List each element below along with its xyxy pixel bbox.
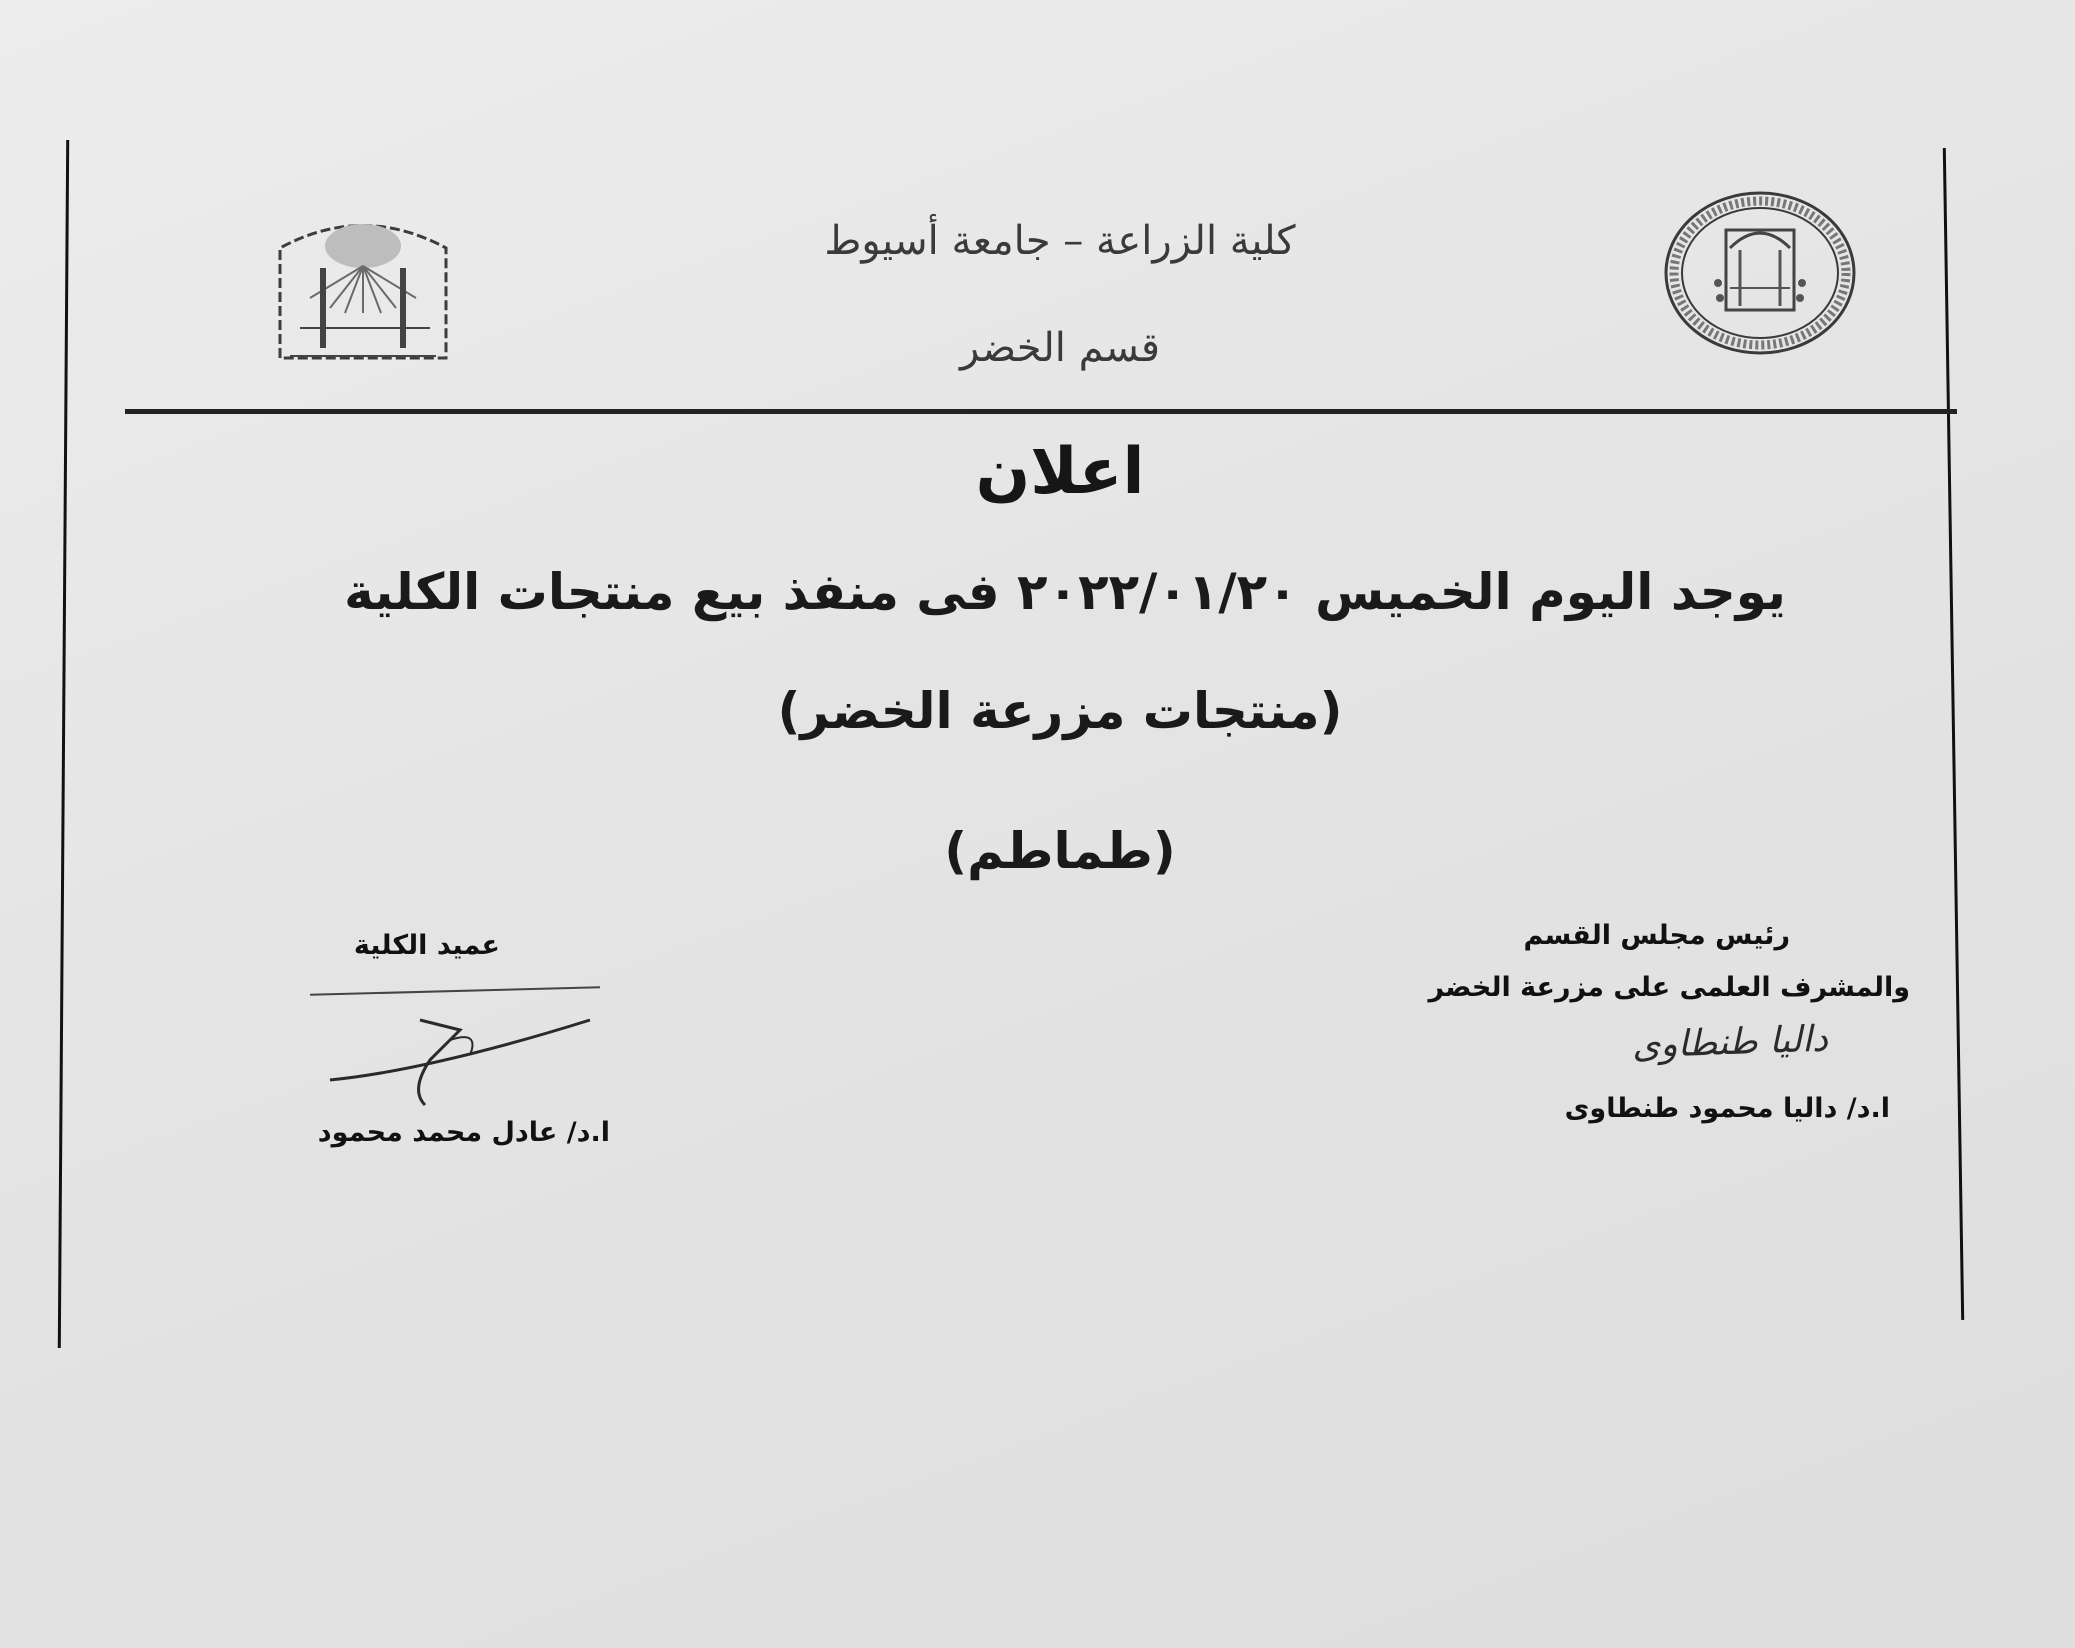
dean-signature-line	[310, 986, 600, 996]
announcement-line-2: (منتجات مزرعة الخضر)	[777, 682, 1343, 740]
left-border-line	[58, 140, 69, 1348]
department-head-name: ا.د/ داليا محمود طنطاوى	[1564, 1093, 1890, 1124]
faculty-header: كلية الزراعة – جامعة أسيوط	[824, 218, 1296, 264]
header-divider	[125, 409, 1957, 414]
dean-name: ا.د/ عادل محمد محمود	[317, 1117, 610, 1148]
faculty-of-agriculture-seal-icon	[1660, 188, 1860, 358]
announcement-line-1: يوجد اليوم الخميس ٢٠٢٢/٠١/٢٠ فى منفذ بيع منتجات الكلية	[344, 563, 1786, 621]
department-header: قسم الخضر	[959, 325, 1161, 371]
department-head-signature: داليا طنطاوى	[1631, 1018, 1829, 1067]
assiut-university-emblem-icon	[270, 208, 456, 366]
announcement-title: اعلان	[975, 435, 1145, 509]
right-border-line	[1943, 148, 1964, 1320]
dean-role: عميد الكلية	[353, 930, 500, 961]
farm-supervisor-role: والمشرف العلمى على مزرعة الخضر	[1428, 972, 1910, 1003]
dean-signature-mark	[310, 1000, 610, 1110]
department-head-role: رئيس مجلس القسم	[1523, 920, 1790, 951]
announcement-line-3: (طماطم)	[944, 822, 1176, 880]
